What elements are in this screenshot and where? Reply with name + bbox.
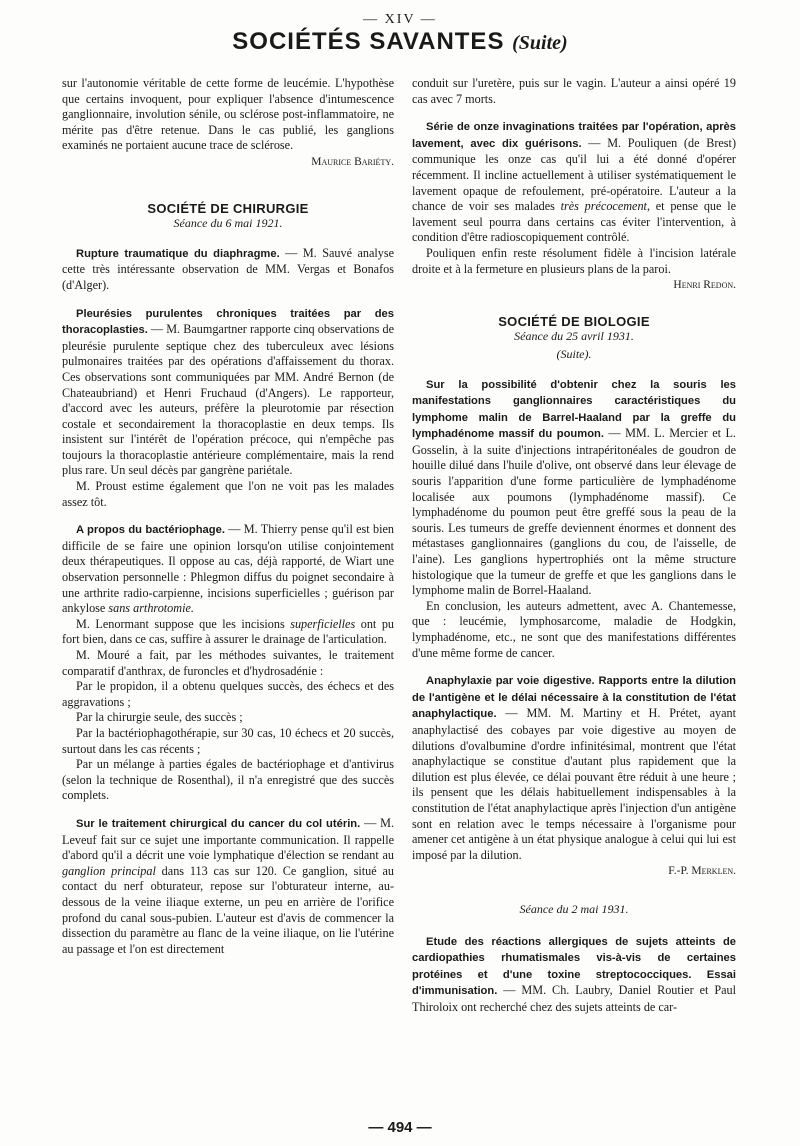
article-text: — M. Thierry pense qu'il est bien difficile de se faire une opinion lorsqu'on utilise conjointement deux thérapeutiques. Il oppose au cas, déjà rapporté, de Wiart une observation personnelle : Phlegmon diffus du poignet secondaire à une arthrite radio-carpienne, incisions superficielles ; guérison par ankylose (62, 522, 394, 616)
article-paragraph: M. Proust estime également que l'on ne voit pas les malades assez tôt. (62, 479, 394, 509)
article-title: Rupture traumatique du diaphragme. (76, 247, 280, 260)
article-paragraph: Par un mélange à parties égales de bactériophage et d'antivirus (selon la technique de Rosenthal), il n'a enregistré que des succès complets. (62, 757, 394, 803)
header-suite: (Suite) (512, 32, 568, 54)
article-title: Série de onze invaginations traitées par l'opération, après lavement, avec dix guérisons. (412, 121, 736, 150)
article-title: Pleurésies purulentes chroniques traitées par des thoracoplasties. (62, 307, 394, 337)
article-emphasis: très précocement (560, 199, 647, 214)
text-span: ont pu fort bien, dans ce cas, suffire à assurer le drainage de l'articulation. (62, 616, 395, 647)
article-paragraph: Par le propidon, il a obtenu quelques succès, des échecs et des aggravations ; (62, 679, 394, 709)
article-paragraph (62, 617, 394, 648)
section-title-chirurgie: SOCIÉTÉ DE CHIRURGIE (147, 200, 309, 216)
article-invaginations (412, 119, 736, 246)
signature-redon: Henri Redon. (673, 279, 736, 292)
right-column (412, 76, 736, 1015)
article-text: — M. Pouliquen (de Brest) communique les onze cas qu'il lui a été donné d'opérer récemment. Il incline actuellement à utiliser systématiquement le lavement opaque de refoulement, pré-opératoire. L'auteur a la chance de voir ses malades (412, 135, 736, 214)
roman-page-number: — XIV — (363, 12, 437, 27)
article-title: A propos du bactériophage. (76, 524, 225, 537)
article-text: — MM. M. Martiny et H. Prétet, ayant anaphylactisé des cobayes par voie digestive au moyen de dilutions d'ovalbumine d'ordre infinitésimal, montrent que l'état anaphylactique se constitue d'autant plus rapidement que la dilution est plus élevée, ce délai pouvant être réduit à une heure ; ils pensent que les délais habituellement indispensables à la constitution de l'état anaphylactique après l'injection d'un antigène sont en relation avec le temps nécessaire à l'organisme pour amener cet antigène à un état physique analogue à celui qui lui est imposé par la dilution. (412, 706, 736, 862)
seance-date-biologie: Séance du 25 avril 1931. (514, 329, 634, 344)
article-lymphome (412, 377, 736, 599)
seance-suite: (Suite). (556, 346, 592, 361)
article-emphasis: ganglion principal (62, 863, 156, 878)
article-title: Etude des réactions allergiques de sujets atteints de cardiopathies rhumatismales vis-à-vis de certaines protéines et d'une toxine streptococciques. Essai d'immunisation. (412, 935, 736, 998)
signature-bariety: Maurice Bariéty. (311, 155, 394, 168)
article-text: — MM. L. Mercier et L. Gosselin, à la suite d'injections intrapéritonéales de goudron de houille dilué dans l'huile d'olive, ont observé dans leur élevage de souris l'apparition d'une forme particulière de lymphadénome localisée aux poumons (lymphadénome massif). Ce lymphadénome du poumon peut être greffé sous la peau de la souris. Les tumeurs de greffe deviennent énormes et donnent des métastases ganglionnaires (ganglions du cou, de l'aisselle, de l'aine). Les ganglions hypertrophiés ont la même structure histologique que la tumeur de greffe et que les ganglions dans le lymphome malin de Borrel-Haaland. (412, 426, 736, 598)
article-emphasis: superficielles (290, 616, 356, 631)
article-text: — M. Leveuf fait sur ce sujet une importante communication. Il rappelle d'abord qu'il a décrit une voie lymphatique d'élection se rendant au (62, 815, 395, 863)
article-text: dans 113 cas sur 120. Ce ganglion, situé au contact du nerf obturateur, repose sur l'obturateur interne, au-dessous de la veine iliaque externe, un peu en arrière de l'orifice profond du canal sous-pubien. L'auteur est d'avis de commencer la dissection du paramètre au flanc de la veine iliaque, on lie l'utérine au passage et l'on est directement (62, 863, 394, 956)
article-title: Sur le traitement chirurgical du cancer du col utérin. (76, 817, 361, 830)
article-anaphylaxie (412, 673, 736, 863)
article-text: — M. Baumgartner rapporte cinq observations de pleurésie purulente septique chez des tuberculeux avec lésions pulmonaires traitées par des opérations d'affaissement du thorax. Ces observations sont communiquées par MM. André Bernon (de Chateaubriand) et Henri Fruchaud (d'Angers). Le rapporteur, d'accord avec les auteurs, préfère la pleurotomie par résection costale et secondairement la thoracoplastie en deux temps. Ils insistent sur l'intérêt de l'opération précoce, qui n'empêche pas toujours la thoracoplastie antérieure complémentaire, mais la rend plus rare. Un seul décès par gangrène pariétale. (62, 322, 394, 478)
article-text: — MM. Ch. Laubry, Daniel Routier et Paul Thiroloix ont recherché chez des sujets atteints de car- (412, 983, 736, 1014)
page-header (0, 28, 800, 56)
article-allergiques (412, 934, 736, 1016)
article-pleuresies (62, 306, 394, 480)
intro-paragraph: sur l'autonomie véritable de cette forme de leucémie. L'hypothèse que certains invoquent, pour expliquer l'absence d'intumescence ganglionnaire, involution sénile, ou sclérose post-inflammatoire, ne mérite pas d'être retenue. Dans le cas publié, les ganglions examinés ne portaient aucune trace de sclérose. (62, 76, 394, 153)
article-rupture (62, 246, 394, 294)
article-paragraph: Par la bactériophagothérapie, sur 30 cas, 10 échecs et 20 succès, surtout dans les cas récents ; (62, 725, 394, 756)
seance-date-2-mai: Séance du 2 mai 1931. (519, 901, 629, 916)
signature-merklen: F.-P. Merklen. (668, 865, 736, 878)
seance-date-chirurgie: Séance du 6 mai 1921. (173, 216, 283, 231)
article-emphasis: sans arthrotomie. (108, 601, 194, 616)
article-title: Anaphylaxie par voie digestive. Rapports entre la dilution de l'antigène et le délai nécessaire à la constitution de l'état anaphylactique. (412, 675, 736, 721)
header-title: SOCIÉTÉS SAVANTES (232, 28, 505, 55)
text-span: M. Lenormant suppose que les incisions (76, 616, 291, 631)
article-text: , et pense que le lavement seul pourra dans certains cas éviter l'intervention, à condition d'être radioscopiquement contrôlé. (412, 199, 736, 245)
article-paragraph: Par la chirurgie seule, des succès ; (76, 710, 243, 725)
article-paragraph: Pouliquen enfin reste résolument fidèle à l'incision latérale droite et à la fermeture en plusieurs plans de la paroi. (412, 245, 736, 276)
section-title-biologie: SOCIÉTÉ DE BIOLOGIE (498, 313, 650, 329)
article-title: Sur la possibilité d'obtenir chez la souris les manifestations ganglionnaires caractéristiques du lymphome malin de Barrel-Haaland par la greffe du lymphadénome massif du poumon. (412, 378, 736, 441)
article-paragraph: M. Mouré a fait, par les méthodes suivantes, le traitement comparatif d'anthrax, de furoncles et d'hydrosadénie : (62, 648, 394, 678)
article-paragraph: En conclusion, les auteurs admettent, avec A. Chantemesse, que : leucémie, lymphosarcome, maladie de Hodgkin, lymphadénome, etc., ne sont que des manifestations différentes d'une même forme de cancer. (412, 598, 736, 660)
continuation-paragraph: conduit sur l'uretère, puis sur le vagin. L'auteur a ainsi opéré 19 cas avec 7 morts. (412, 76, 736, 106)
article-cancer-col (62, 816, 394, 957)
footer-page-number: — 494 — (368, 1119, 432, 1136)
left-column (62, 76, 394, 957)
article-text: — M. Sauvé analyse cette très intéressante observation de MM. Vergas et Bonafos (d'Alger). (62, 245, 394, 292)
article-bacteriophage (62, 522, 394, 617)
